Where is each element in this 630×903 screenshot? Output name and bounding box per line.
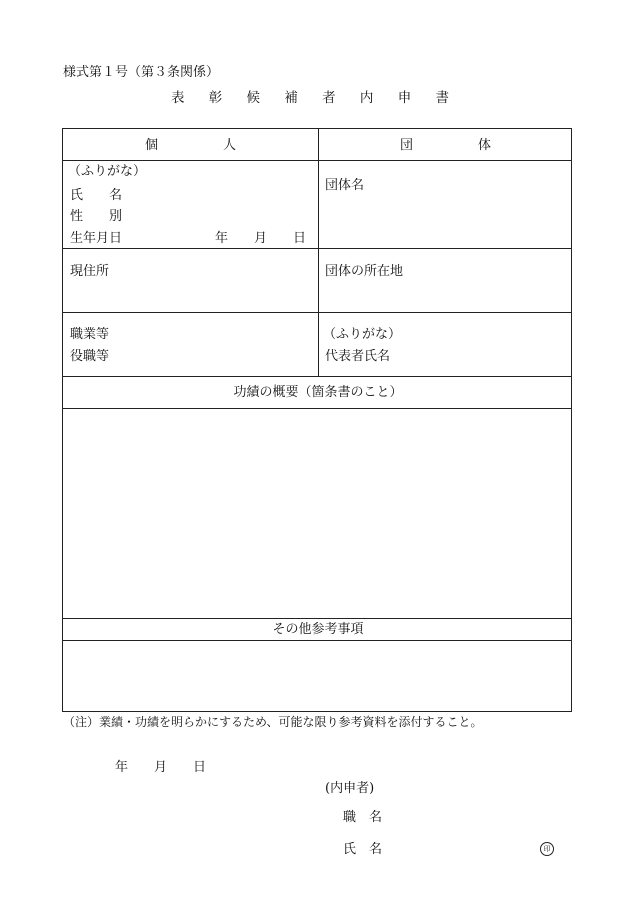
group-name-label: 団体名 (325, 178, 365, 193)
row-divider (63, 640, 571, 641)
occupation-label: 職業等 (70, 327, 110, 342)
individual-header: 個 人 (144, 138, 236, 153)
applicant-label: (内申者) (325, 781, 375, 796)
job-title-label: 職 名 (343, 810, 383, 825)
document-title: 表 彰 候 補 者 内 申 書 (170, 90, 460, 106)
application-table (62, 128, 572, 712)
furigana-label: （ふりがな） (68, 164, 147, 179)
seal-icon: 印 (540, 842, 554, 856)
row-divider (63, 248, 571, 249)
rep-name-label: 代表者氏名 (325, 349, 391, 364)
other-notes-header: その他参考事項 (272, 622, 364, 637)
birthdate-format: 年 月 日 (215, 231, 307, 246)
column-divider (318, 129, 319, 376)
birthdate-label: 生年月日 (70, 231, 123, 246)
name-label: 氏 名 (70, 188, 123, 203)
row-divider (63, 618, 571, 619)
rep-furigana-label: （ふりがな） (323, 327, 402, 342)
row-divider (63, 408, 571, 409)
row-divider (63, 376, 571, 377)
group-address-label: 団体の所在地 (325, 264, 404, 279)
submission-date: 年 月 日 (115, 760, 207, 775)
group-header: 団 体 (399, 138, 491, 153)
gender-label: 性 別 (70, 209, 123, 224)
position-label: 役職等 (70, 349, 110, 364)
address-label: 現住所 (70, 264, 110, 279)
row-divider (63, 160, 571, 161)
signer-name-label: 氏 名 (343, 842, 383, 857)
achievements-header: 功績の概要（箇条書のこと） (233, 385, 403, 400)
footnote: （注）業績・功績を明らかにするため、可能な限り参考資料を添付すること。 (63, 715, 483, 729)
form-number: 様式第１号（第３条関係） (63, 65, 220, 80)
row-divider (63, 312, 571, 313)
